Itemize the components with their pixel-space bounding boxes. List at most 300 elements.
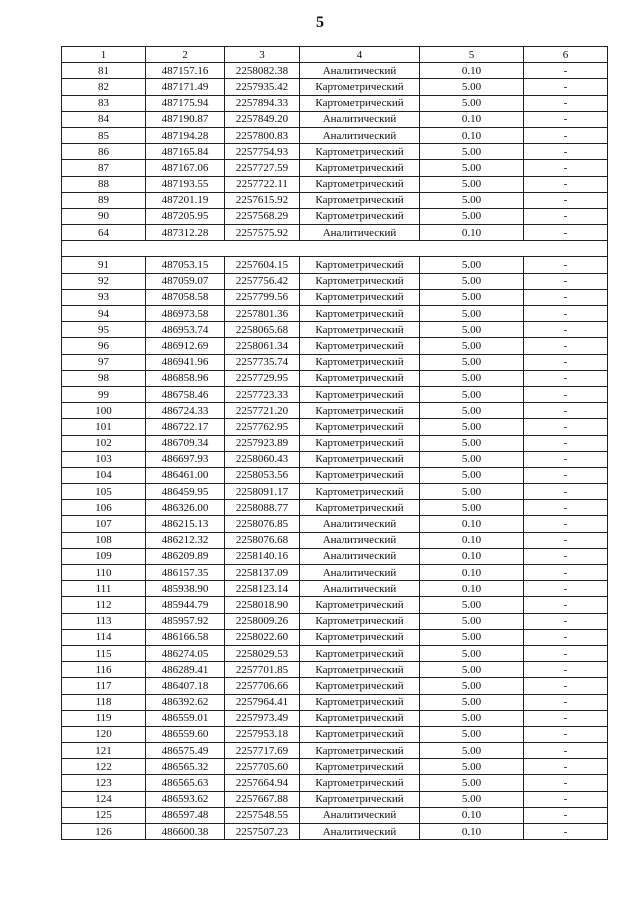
table-cell: 5.00 (420, 273, 524, 289)
table-cell: 487194.28 (146, 127, 225, 143)
table-cell: 2258029.53 (225, 645, 300, 661)
table-cell: 486709.34 (146, 435, 225, 451)
table-cell: Картометрический (300, 338, 420, 354)
table-cell: 5.00 (420, 694, 524, 710)
table-cell: Картометрический (300, 500, 420, 516)
table-row (62, 581, 608, 597)
table-cell: Картометрический (300, 791, 420, 807)
table-row (62, 160, 608, 176)
table-cell: - (524, 500, 608, 516)
table-cell: - (524, 403, 608, 419)
table-cell: 0.10 (420, 63, 524, 79)
table-cell: Картометрический (300, 678, 420, 694)
table-cell: 0.10 (420, 548, 524, 564)
table-row (62, 710, 608, 726)
table-cell: Картометрический (300, 435, 420, 451)
table-row (62, 111, 608, 127)
table-cell: 5.00 (420, 710, 524, 726)
table-cell: 2257507.23 (225, 824, 300, 840)
table-row (62, 613, 608, 629)
table-row (62, 743, 608, 759)
table-cell: - (524, 273, 608, 289)
table-cell: 486215.13 (146, 516, 225, 532)
table-cell: 125 (62, 807, 146, 823)
table-cell: 5.00 (420, 678, 524, 694)
table-cell: 487171.49 (146, 79, 225, 95)
table-cell: 115 (62, 645, 146, 661)
table-cell: 2258022.60 (225, 629, 300, 645)
table-cell: 486209.89 (146, 548, 225, 564)
table-cell: 0.10 (420, 127, 524, 143)
table-cell: 85 (62, 127, 146, 143)
table-cell: Аналитический (300, 127, 420, 143)
table-cell: 116 (62, 662, 146, 678)
table-cell: 486575.49 (146, 743, 225, 759)
table-cell: 5.00 (420, 484, 524, 500)
table-cell: 486953.74 (146, 322, 225, 338)
table-row (62, 824, 608, 840)
table-cell: 2257548.55 (225, 807, 300, 823)
table-cell: - (524, 807, 608, 823)
table-cell: 119 (62, 710, 146, 726)
table-cell: 0.10 (420, 565, 524, 581)
table-cell: Картометрический (300, 743, 420, 759)
table-cell: Аналитический (300, 565, 420, 581)
table-cell: 121 (62, 743, 146, 759)
table-cell: - (524, 192, 608, 208)
table-cell: 487167.06 (146, 160, 225, 176)
table-row (62, 354, 608, 370)
table-cell: 487157.16 (146, 63, 225, 79)
table-cell: 487205.95 (146, 208, 225, 224)
table-cell: Картометрический (300, 484, 420, 500)
table-cell: - (524, 662, 608, 678)
table-cell: 2257604.15 (225, 257, 300, 273)
table-cell: 112 (62, 597, 146, 613)
table-cell: Аналитический (300, 532, 420, 548)
table-cell: 486565.32 (146, 759, 225, 775)
table-cell: Аналитический (300, 807, 420, 823)
table-cell: - (524, 338, 608, 354)
table-cell: 2258137.09 (225, 565, 300, 581)
column-header: 6 (524, 47, 608, 63)
table-cell: Аналитический (300, 548, 420, 564)
table-cell: Картометрический (300, 629, 420, 645)
table-cell: 5.00 (420, 403, 524, 419)
table-cell: 109 (62, 548, 146, 564)
table-cell: 5.00 (420, 419, 524, 435)
table-cell: 2258082.38 (225, 63, 300, 79)
table-cell: 2257923.89 (225, 435, 300, 451)
table-cell: 486722.17 (146, 419, 225, 435)
table-row (62, 484, 608, 500)
table-cell: 0.10 (420, 581, 524, 597)
table-cell: 117 (62, 678, 146, 694)
table-cell: 486912.69 (146, 338, 225, 354)
table-cell: 486597.48 (146, 807, 225, 823)
table-row (62, 95, 608, 111)
table-cell: 2257706.66 (225, 678, 300, 694)
table-cell: Картометрический (300, 597, 420, 613)
table-cell: - (524, 548, 608, 564)
table-cell: Картометрический (300, 370, 420, 386)
table-cell: - (524, 581, 608, 597)
table-cell: - (524, 484, 608, 500)
table-cell: - (524, 678, 608, 694)
table-cell: - (524, 451, 608, 467)
table-cell: 486559.60 (146, 726, 225, 742)
table-cell: 5.00 (420, 338, 524, 354)
table-cell: 486565.63 (146, 775, 225, 791)
table-row (62, 694, 608, 710)
table-cell: 2258053.56 (225, 467, 300, 483)
table-cell: 2257701.85 (225, 662, 300, 678)
table-cell: 0.10 (420, 111, 524, 127)
table-cell: 5.00 (420, 386, 524, 402)
table-cell: 5.00 (420, 759, 524, 775)
table-cell: 486461.00 (146, 467, 225, 483)
table-cell: - (524, 726, 608, 742)
table-cell: 99 (62, 386, 146, 402)
table-row (62, 662, 608, 678)
table-cell: 5.00 (420, 743, 524, 759)
table-cell: Картометрический (300, 208, 420, 224)
table-cell: Картометрический (300, 273, 420, 289)
table-cell: - (524, 629, 608, 645)
separator-cell (62, 241, 608, 257)
table-cell: 89 (62, 192, 146, 208)
table-row (62, 322, 608, 338)
table-cell: - (524, 289, 608, 305)
table-cell: - (524, 306, 608, 322)
table-cell: 123 (62, 775, 146, 791)
table-cell: 486392.62 (146, 694, 225, 710)
table-cell: 2258076.68 (225, 532, 300, 548)
table-cell: 2257953.18 (225, 726, 300, 742)
coordinates-table (61, 46, 608, 840)
table-cell: Картометрический (300, 726, 420, 742)
table-cell: 101 (62, 419, 146, 435)
table-cell: 5.00 (420, 176, 524, 192)
table-cell: - (524, 208, 608, 224)
table-cell: 5.00 (420, 500, 524, 516)
table-cell: - (524, 597, 608, 613)
table-row (62, 386, 608, 402)
table-cell: 5.00 (420, 726, 524, 742)
table-cell: 487193.55 (146, 176, 225, 192)
table-cell: Картометрический (300, 403, 420, 419)
table-row (62, 726, 608, 742)
table-row (62, 208, 608, 224)
table-row (62, 807, 608, 823)
table-cell: 2257729.95 (225, 370, 300, 386)
table-cell: 91 (62, 257, 146, 273)
table-cell: 108 (62, 532, 146, 548)
table-cell: - (524, 645, 608, 661)
table-row (62, 289, 608, 305)
table-cell: 486289.41 (146, 662, 225, 678)
table-cell: 5.00 (420, 645, 524, 661)
table-cell: 486758.46 (146, 386, 225, 402)
table-row (62, 257, 608, 273)
table-row (62, 645, 608, 661)
table-cell: 485938.90 (146, 581, 225, 597)
table-cell: 2257723.33 (225, 386, 300, 402)
table-cell: - (524, 111, 608, 127)
table-cell: 88 (62, 176, 146, 192)
table-cell: Картометрический (300, 694, 420, 710)
table-cell: 110 (62, 565, 146, 581)
table-cell: 5.00 (420, 662, 524, 678)
table-cell: 0.10 (420, 532, 524, 548)
table-row (62, 597, 608, 613)
table-cell: 0.10 (420, 225, 524, 241)
table-cell: Аналитический (300, 63, 420, 79)
table-cell: Картометрический (300, 613, 420, 629)
table-cell: 2257935.42 (225, 79, 300, 95)
table-row (62, 759, 608, 775)
header-row (62, 47, 608, 63)
table-cell: 486973.58 (146, 306, 225, 322)
table-cell: 114 (62, 629, 146, 645)
table-cell: 2258091.17 (225, 484, 300, 500)
column-header: 3 (225, 47, 300, 63)
table-cell: 106 (62, 500, 146, 516)
table-cell: 485944.79 (146, 597, 225, 613)
table-cell: 2258123.14 (225, 581, 300, 597)
table-cell: - (524, 95, 608, 111)
table-cell: 5.00 (420, 775, 524, 791)
table-cell: 100 (62, 403, 146, 419)
table-cell: 94 (62, 306, 146, 322)
table-cell: 102 (62, 435, 146, 451)
table-row (62, 791, 608, 807)
table-cell: 2258061.34 (225, 338, 300, 354)
table-cell: - (524, 354, 608, 370)
table-cell: - (524, 144, 608, 160)
table-cell: 486941.96 (146, 354, 225, 370)
table-cell: 2257615.92 (225, 192, 300, 208)
table-cell: 82 (62, 79, 146, 95)
table-cell: 486326.00 (146, 500, 225, 516)
table-cell: - (524, 435, 608, 451)
table-cell: - (524, 710, 608, 726)
table-cell: 5.00 (420, 791, 524, 807)
table-cell: 5.00 (420, 79, 524, 95)
table-row (62, 176, 608, 192)
separator-row (62, 241, 608, 257)
table-cell: 2257964.41 (225, 694, 300, 710)
table-cell: 5.00 (420, 629, 524, 645)
table-cell: 2257705.60 (225, 759, 300, 775)
table-cell: 486593.62 (146, 791, 225, 807)
table-row (62, 419, 608, 435)
table-cell: Аналитический (300, 581, 420, 597)
table-cell: 2258018.90 (225, 597, 300, 613)
table-cell: 0.10 (420, 807, 524, 823)
table-cell: 487165.84 (146, 144, 225, 160)
table-cell: - (524, 63, 608, 79)
table-cell: 0.10 (420, 516, 524, 532)
table-cell: 486274.05 (146, 645, 225, 661)
table-cell: - (524, 322, 608, 338)
table-row (62, 144, 608, 160)
table-cell: 84 (62, 111, 146, 127)
table-cell: Картометрический (300, 176, 420, 192)
table-cell: 5.00 (420, 160, 524, 176)
table-cell: 486724.33 (146, 403, 225, 419)
table-cell: 2257727.59 (225, 160, 300, 176)
table-cell: 5.00 (420, 192, 524, 208)
table-cell: Картометрический (300, 192, 420, 208)
table-cell: 2257801.36 (225, 306, 300, 322)
table-cell: 104 (62, 467, 146, 483)
table-cell: 107 (62, 516, 146, 532)
table-cell: Картометрический (300, 322, 420, 338)
table-cell: 86 (62, 144, 146, 160)
table-cell: 5.00 (420, 322, 524, 338)
table-cell: 2257721.20 (225, 403, 300, 419)
table-cell: 97 (62, 354, 146, 370)
table-cell: 486157.35 (146, 565, 225, 581)
table-row (62, 63, 608, 79)
table-cell: - (524, 775, 608, 791)
table-cell: - (524, 613, 608, 629)
table-cell: 2257799.56 (225, 289, 300, 305)
table-cell: Картометрический (300, 257, 420, 273)
table-cell: 5.00 (420, 95, 524, 111)
table-cell: - (524, 176, 608, 192)
table-cell: - (524, 386, 608, 402)
table-cell: Аналитический (300, 111, 420, 127)
table-cell: 95 (62, 322, 146, 338)
table-cell: 5.00 (420, 370, 524, 386)
table-cell: 2257800.83 (225, 127, 300, 143)
table-cell: 486697.93 (146, 451, 225, 467)
table-cell: 126 (62, 824, 146, 840)
column-header: 2 (146, 47, 225, 63)
table-cell: Аналитический (300, 225, 420, 241)
table-cell: 486559.01 (146, 710, 225, 726)
table-row (62, 192, 608, 208)
table-row (62, 565, 608, 581)
table-cell: 81 (62, 63, 146, 79)
table-cell: - (524, 824, 608, 840)
table-cell: 2257568.29 (225, 208, 300, 224)
table-cell: 487190.87 (146, 111, 225, 127)
table-cell: 2257894.33 (225, 95, 300, 111)
table-cell: 2257664.94 (225, 775, 300, 791)
table-cell: 2258009.26 (225, 613, 300, 629)
table-cell: 5.00 (420, 144, 524, 160)
table-cell: 5.00 (420, 257, 524, 273)
table-body (62, 63, 608, 840)
table-cell: 124 (62, 791, 146, 807)
table-row (62, 225, 608, 241)
table-cell: 487175.94 (146, 95, 225, 111)
table-cell: 5.00 (420, 208, 524, 224)
table-cell: 64 (62, 225, 146, 241)
table-row (62, 500, 608, 516)
column-header: 5 (420, 47, 524, 63)
table-cell: 111 (62, 581, 146, 597)
table-cell: 122 (62, 759, 146, 775)
table-cell: 105 (62, 484, 146, 500)
table-cell: - (524, 743, 608, 759)
table-cell: 93 (62, 289, 146, 305)
table-cell: 2257575.92 (225, 225, 300, 241)
table-cell: 5.00 (420, 289, 524, 305)
table-cell: 2257762.95 (225, 419, 300, 435)
table-cell: 2257735.74 (225, 354, 300, 370)
table-cell: 113 (62, 613, 146, 629)
table-cell: 90 (62, 208, 146, 224)
table-cell: 5.00 (420, 435, 524, 451)
table-cell: 2257756.42 (225, 273, 300, 289)
table-cell: Картометрический (300, 79, 420, 95)
table-cell: 2257722.11 (225, 176, 300, 192)
table-row (62, 273, 608, 289)
table-row (62, 516, 608, 532)
table-cell: - (524, 257, 608, 273)
table-row (62, 435, 608, 451)
table-cell: Картометрический (300, 645, 420, 661)
table-cell: Картометрический (300, 419, 420, 435)
table-cell: Картометрический (300, 662, 420, 678)
table-cell: - (524, 516, 608, 532)
table-cell: Картометрический (300, 306, 420, 322)
table-cell: 5.00 (420, 597, 524, 613)
table-row (62, 451, 608, 467)
table-cell: Картометрический (300, 144, 420, 160)
table-cell: 2257849.20 (225, 111, 300, 127)
table-cell: Картометрический (300, 354, 420, 370)
table-cell: 2258140.16 (225, 548, 300, 564)
table-cell: Картометрический (300, 160, 420, 176)
table-cell: 2257754.93 (225, 144, 300, 160)
table-cell: 120 (62, 726, 146, 742)
table-cell: 2258060.43 (225, 451, 300, 467)
table-cell: - (524, 565, 608, 581)
table-cell: 486407.18 (146, 678, 225, 694)
table-cell: Картометрический (300, 759, 420, 775)
table-cell: 5.00 (420, 451, 524, 467)
table-row (62, 403, 608, 419)
table-cell: 92 (62, 273, 146, 289)
table-cell: - (524, 160, 608, 176)
table-cell: - (524, 225, 608, 241)
table-cell: 5.00 (420, 354, 524, 370)
table-row (62, 127, 608, 143)
page-number: 5 (316, 14, 324, 31)
table-cell: Картометрический (300, 710, 420, 726)
table-cell: 87 (62, 160, 146, 176)
table-row (62, 678, 608, 694)
table-cell: - (524, 79, 608, 95)
table-row (62, 775, 608, 791)
table-cell: 487053.15 (146, 257, 225, 273)
table-cell: 2258065.68 (225, 322, 300, 338)
table-row (62, 548, 608, 564)
table-cell: - (524, 759, 608, 775)
table-row (62, 306, 608, 322)
table-cell: - (524, 127, 608, 143)
table-cell: 83 (62, 95, 146, 111)
table-cell: 2258076.85 (225, 516, 300, 532)
table-cell: 486459.95 (146, 484, 225, 500)
table-cell: Аналитический (300, 824, 420, 840)
table-cell: Картометрический (300, 775, 420, 791)
